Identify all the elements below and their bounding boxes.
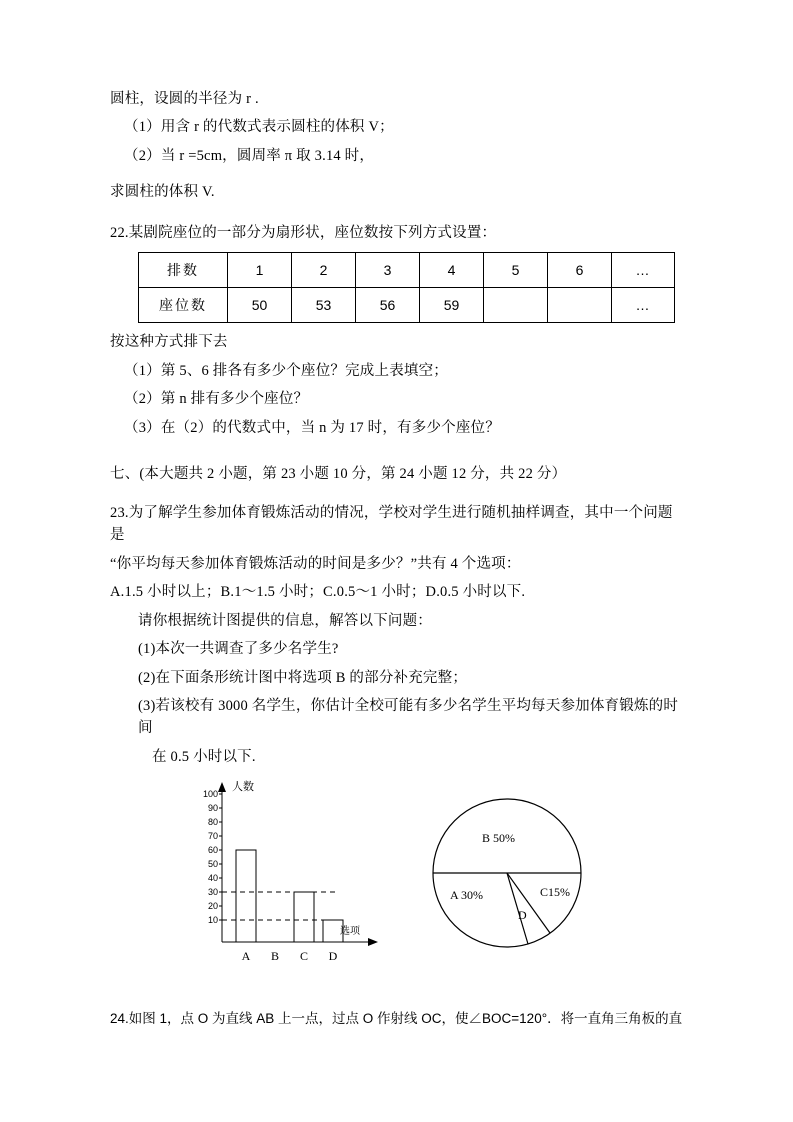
question-23-item-3-cont-text: 在 0.5 小时以下. xyxy=(152,748,256,765)
section-7-heading-text: 七、(本大题共 2 小题，第 23 小题 10 分，第 24 小题 12 分，共 22 分） xyxy=(110,466,567,483)
svg-text:B 50%: B 50% xyxy=(482,831,515,846)
top-line-1-text: （1）用含 r 的代数式表示圆柱的体积 V； xyxy=(124,119,394,136)
cell-r1-c3: 59 xyxy=(420,288,484,323)
question-23-line-1 xyxy=(110,553,685,575)
top-line-1 xyxy=(110,116,685,138)
question-22-after-table-text: 按这种方式排下去 xyxy=(110,334,228,351)
question-23-item-3 xyxy=(110,695,685,740)
cell-r1-c4 xyxy=(484,288,548,323)
figures-row xyxy=(110,780,685,985)
pie-chart-svg xyxy=(420,786,595,961)
svg-text:30: 30 xyxy=(207,887,218,898)
cell-r0-c0: 1 xyxy=(228,253,292,288)
question-23-item-1-text: (1)本次一共调查了多少名学生? xyxy=(138,641,339,658)
svg-text:B: B xyxy=(270,949,280,964)
svg-text:D: D xyxy=(328,949,338,964)
question-23-item-1 xyxy=(110,638,685,660)
top-line-3 xyxy=(110,181,685,203)
svg-text:A 30%: A 30% xyxy=(450,888,483,903)
svg-text:80: 80 xyxy=(207,817,218,828)
question-22-item-3 xyxy=(110,417,685,439)
top-line-0-text: 圆柱，设圆的半径为 r . xyxy=(110,91,259,107)
question-22-stem-text: 22.某剧院座位的一部分为扇形状，座位数按下列方式设置： xyxy=(110,224,497,241)
svg-text:100: 100 xyxy=(202,789,218,800)
question-23-item-3-text: (3)若该校有 3000 名学生，你估计全校可能有多少名学生平均每天参加体育锻炼的时间 xyxy=(138,697,679,737)
question-22-item-2 xyxy=(110,388,685,410)
svg-text:选项: 选项 xyxy=(340,926,360,938)
table-row xyxy=(139,253,675,288)
question-24-line xyxy=(110,1007,685,1027)
question-23-line-2-text: A.1.5 小时以上；B.1～1.5 小时；C.0.5～1 小时；D.0.5 小时以下. xyxy=(110,584,526,601)
svg-text:10: 10 xyxy=(207,915,218,926)
bar-chart-svg xyxy=(158,780,418,980)
svg-text:人数: 人数 xyxy=(232,781,254,794)
cell-r1-c2: 56 xyxy=(356,288,420,323)
cell-r0-c6: … xyxy=(612,253,675,288)
svg-text:70: 70 xyxy=(207,831,218,842)
seat-table xyxy=(138,252,675,323)
cell-r0-c3: 4 xyxy=(420,253,484,288)
question-24-line-text: 24.如图 1，点 O 为直线 AB 上一点，过点 O 作射线 OC，使∠BOC=120°．将一直角三角板的直 xyxy=(110,1011,683,1027)
cell-r1-c5 xyxy=(548,288,612,323)
pie-chart xyxy=(420,786,595,966)
svg-text:60: 60 xyxy=(207,845,218,856)
svg-text:C: C xyxy=(299,949,309,964)
question-23-item-3-cont xyxy=(110,746,685,768)
question-22-after-table xyxy=(110,331,685,353)
question-23-line-2 xyxy=(110,581,685,603)
question-23-line-0-text: 23.为了解学生参加体育锻炼活动的情况，学校对学生进行随机抽样调查，其中一个问题是 xyxy=(110,504,673,544)
cell-r1-c6: … xyxy=(612,288,675,323)
question-22-item-1-text: （1）第 5、6 排各有多少个座位？完成上表填空； xyxy=(124,362,448,379)
question-23-item-2 xyxy=(110,667,685,689)
cell-r0-c2: 3 xyxy=(356,253,420,288)
top-line-3-text: 求圆柱的体积 V. xyxy=(110,184,215,201)
cell-r0-c5: 6 xyxy=(548,253,612,288)
question-22-item-1 xyxy=(110,360,685,382)
top-line-2-text: （2）当 r =5cm，圆周率 π 取 3.14 时， xyxy=(124,147,375,164)
cell-r1-c1: 53 xyxy=(292,288,356,323)
question-23-ask-text: 请你根据统计图提供的信息，解答以下问题： xyxy=(138,612,432,629)
svg-text:D: D xyxy=(518,908,527,923)
question-23-line-1-text: “你平均每天参加体育锻炼活动的时间是多少？”共有 4 个选项： xyxy=(110,555,521,572)
cell-r0-c4: 5 xyxy=(484,253,548,288)
question-23-item-2-text: (2)在下面条形统计图中将选项 B 的部分补充完整； xyxy=(138,669,468,686)
top-line-2 xyxy=(110,145,685,167)
question-22-item-2-text: （2）第 n 排有多少个座位？ xyxy=(124,391,309,408)
question-22-item-3-text: （3）在（2）的代数式中，当 n 为 17 时，有多少个座位？ xyxy=(124,419,500,436)
svg-text:50: 50 xyxy=(207,859,218,870)
svg-text:C15%: C15% xyxy=(540,885,570,900)
row-header-paishu: 排数 xyxy=(139,253,228,288)
row-header-zuoweishu: 座位数 xyxy=(139,288,228,323)
cell-r0-c1: 2 xyxy=(292,253,356,288)
svg-text:A: A xyxy=(241,949,251,964)
svg-text:90: 90 xyxy=(207,803,218,814)
question-22-stem xyxy=(110,222,685,244)
table-row xyxy=(139,288,675,323)
cell-r1-c0: 50 xyxy=(228,288,292,323)
top-line-0 xyxy=(110,88,685,110)
svg-text:40: 40 xyxy=(207,873,218,884)
question-23-line-0 xyxy=(110,502,685,547)
bar-chart xyxy=(158,780,418,985)
question-23-ask xyxy=(110,610,685,632)
svg-text:20: 20 xyxy=(207,901,218,912)
section-7-heading xyxy=(110,463,685,485)
